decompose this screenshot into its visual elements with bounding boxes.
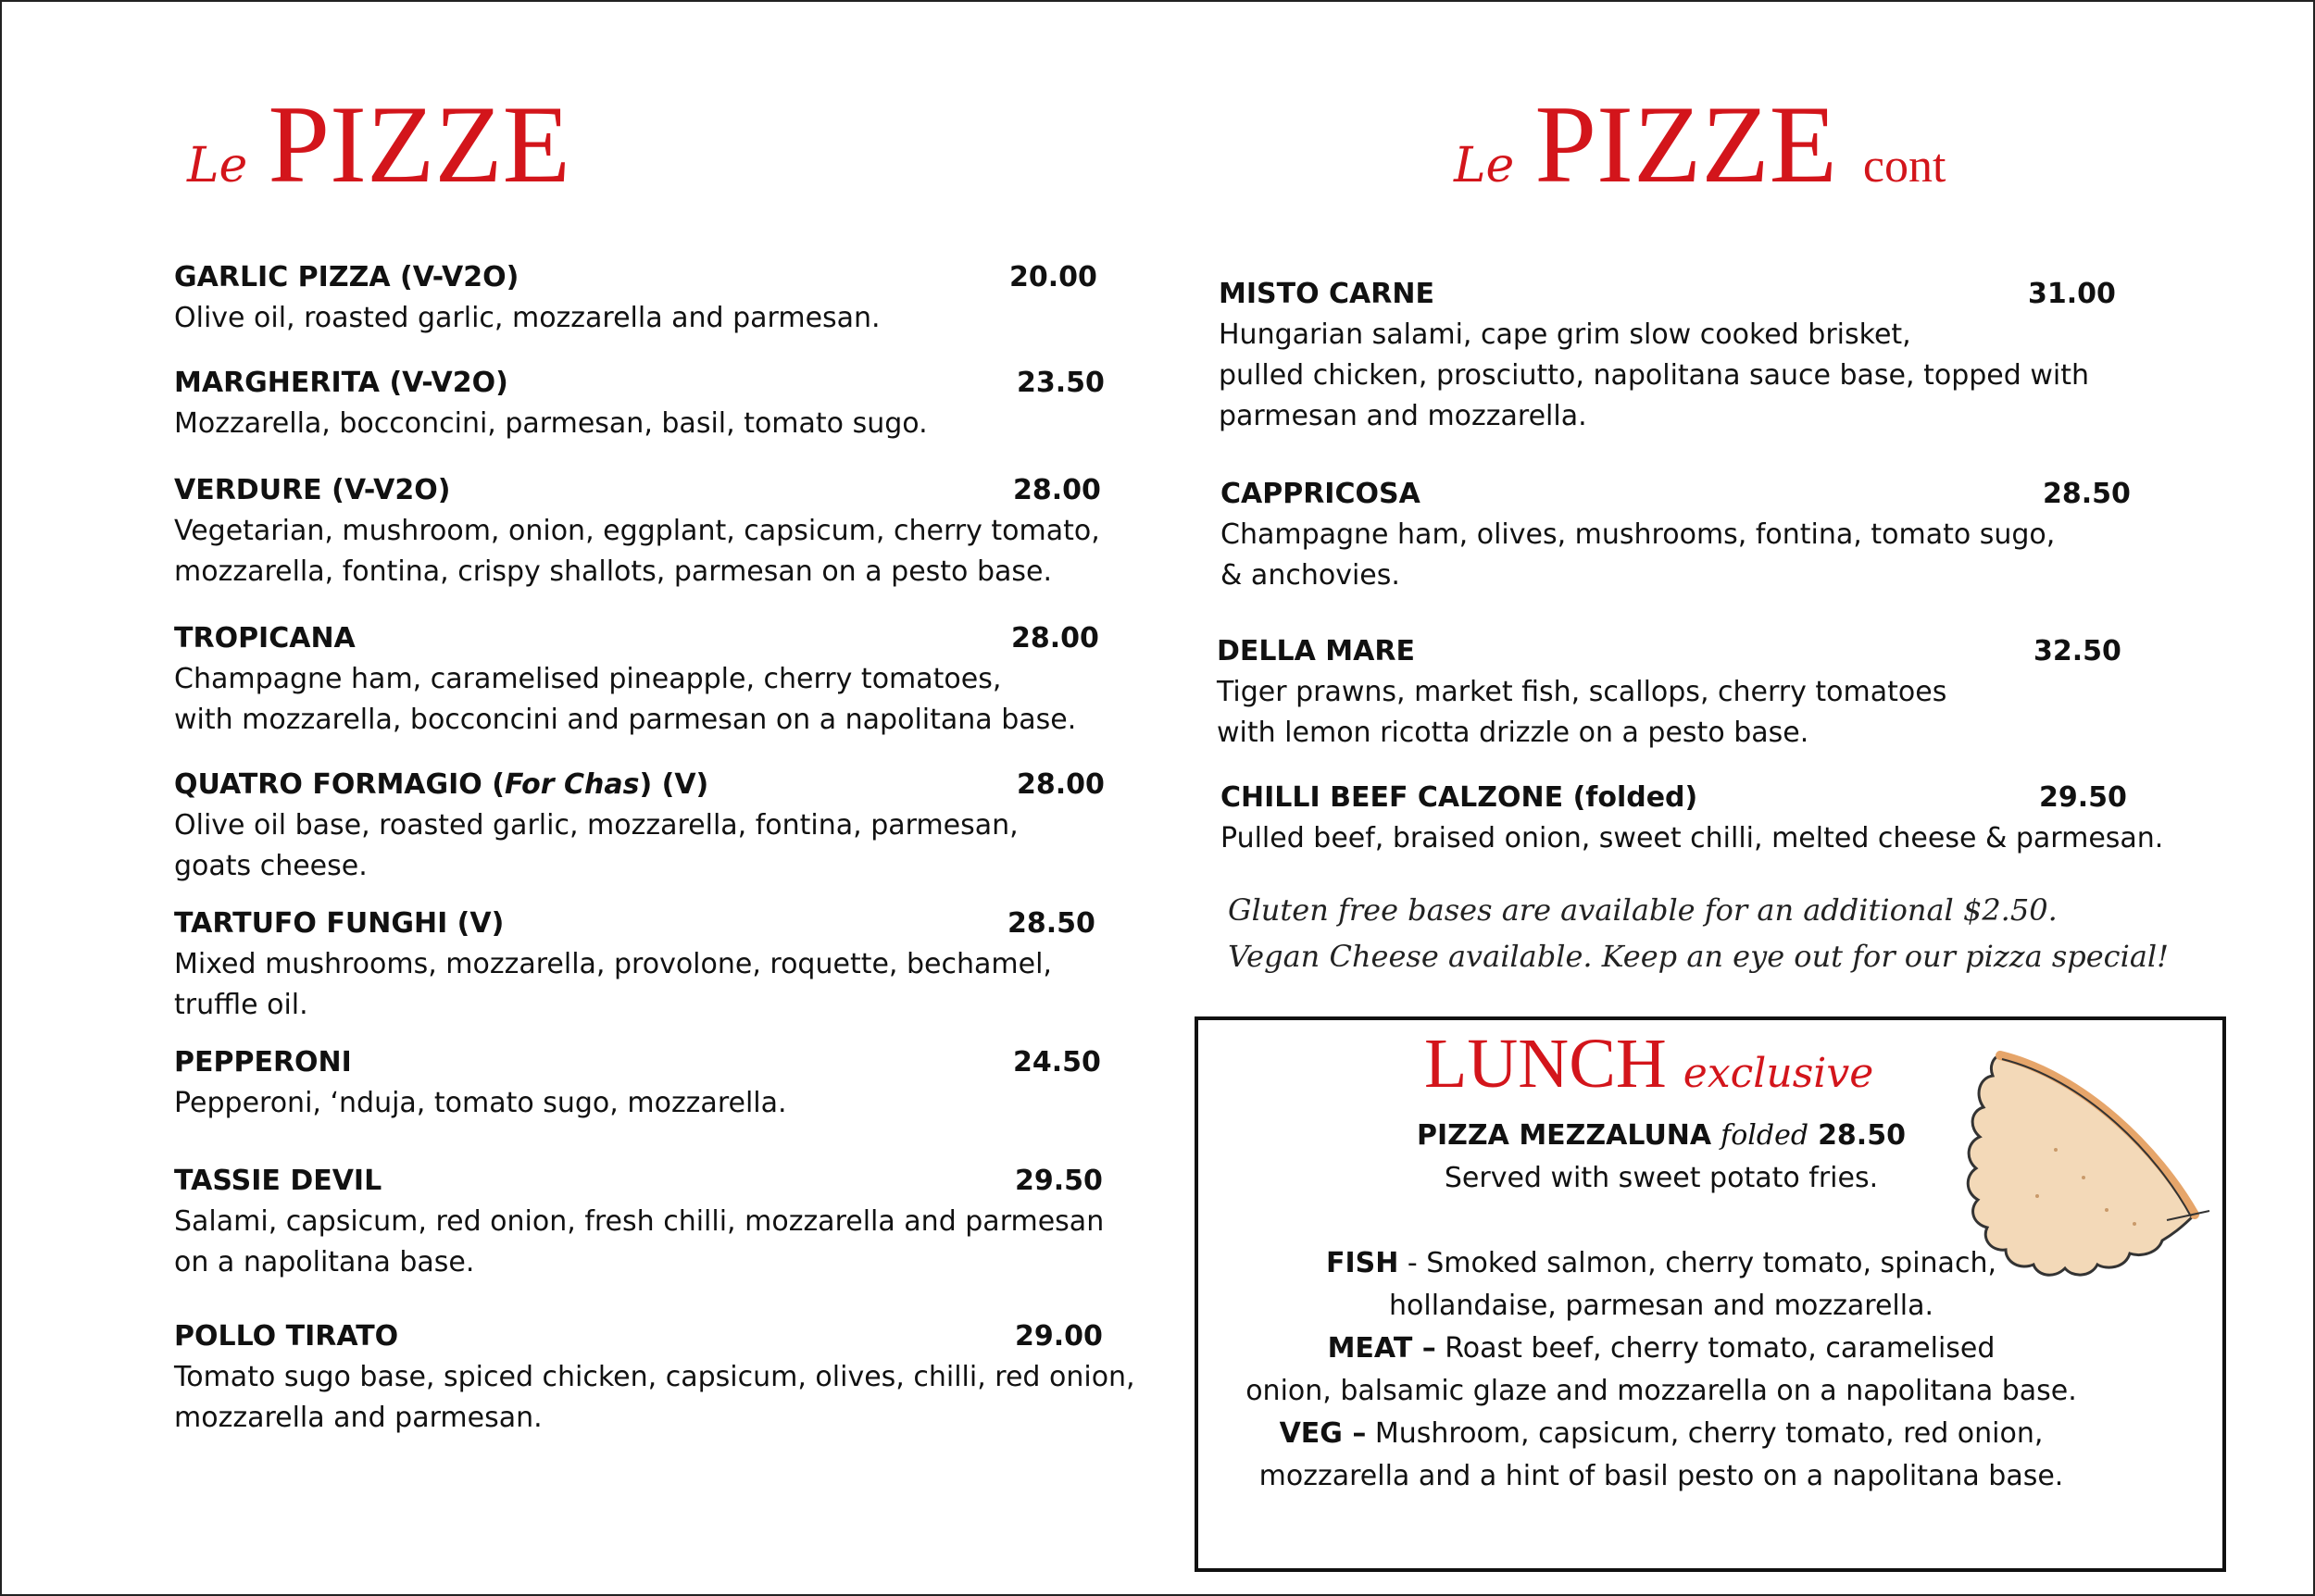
lunch-item-style: folded: [1721, 1119, 1809, 1152]
item-price: 20.00: [1009, 261, 1097, 293]
right-heading: [1454, 82, 1946, 206]
item-description: Champagne ham, caramelised pineapple, cherry tomatoes,: [174, 663, 1002, 695]
note-line-2: Vegan Cheese available. Keep an eye out for our pizza special!: [1228, 939, 2169, 974]
item-name: VERDURE (V-V2O): [174, 474, 451, 506]
menu-item-quatro-formagio: [174, 768, 1105, 887]
note-line-1: Gluten free bases are available for an additional $2.50.: [1228, 892, 2058, 928]
left-heading: [187, 82, 570, 206]
left-heading-prefix: Le: [187, 138, 248, 193]
item-description: truffle oil.: [174, 989, 308, 1021]
left-heading-title: PIZZE: [268, 82, 570, 206]
item-price: 29.00: [1015, 1320, 1103, 1353]
menu-item-misto-carne: [1219, 278, 2116, 437]
item-name: [174, 768, 708, 801]
item-description: Olive oil base, roasted garlic, mozzarella, fontina, parmesan,: [174, 809, 1019, 842]
item-price: 23.50: [1017, 367, 1105, 399]
item-description: Mozzarella, bocconcini, parmesan, basil, tomato sugo.: [174, 407, 928, 440]
lunch-veg-line-1: [1198, 1413, 2124, 1455]
item-price: 28.50: [2043, 478, 2131, 510]
item-name: GARLIC PIZZA (V-V2O): [174, 261, 519, 293]
item-name: MISTO CARNE: [1219, 278, 1434, 310]
meat-text: Roast beef, cherry tomato, caramelised: [1435, 1332, 1996, 1365]
lunch-veg-line-2: mozzarella and a hint of basil pesto on a napolitana base.: [1258, 1460, 2064, 1492]
fish-text: - Smoked salmon, cherry tomato, spinach,: [1398, 1247, 1996, 1279]
item-name-italic: For Chas: [504, 768, 640, 801]
lunch-meat-line-1: [1198, 1328, 2124, 1370]
lunch-exclusive-box: [1195, 1016, 2226, 1572]
item-description: & anchovies.: [1220, 559, 1400, 592]
item-price: 31.00: [2028, 278, 2116, 310]
item-name: MARGHERITA (V-V2O): [174, 367, 508, 399]
item-description: Olive oil, roasted garlic, mozzarella and parmesan.: [174, 302, 881, 334]
item-description: Pulled beef, braised onion, sweet chilli, melted cheese & parmesan.: [1220, 822, 2164, 854]
veg-text: Mushroom, capsicum, cherry tomato, red onion,: [1366, 1417, 2044, 1450]
lunch-meat-line-2: onion, balsamic glaze and mozzarella on a napolitana base.: [1245, 1375, 2077, 1407]
item-description: Vegetarian, mushroom, onion, eggplant, capsicum, cherry tomato,: [174, 515, 1100, 547]
menu-item-cappricosa: [1220, 478, 2131, 596]
item-price: 29.50: [2039, 781, 2127, 814]
menu-item-tassie-devil: [174, 1165, 1104, 1283]
lunch-details: [1198, 1115, 2124, 1498]
item-description: on a napolitana base.: [174, 1246, 475, 1278]
right-heading-title: PIZZE: [1534, 82, 1837, 206]
item-name-start: QUATRO FORMAGIO (: [174, 768, 505, 801]
item-description: Mixed mushrooms, mozzarella, provolone, roquette, bechamel,: [174, 948, 1052, 980]
item-price: 28.50: [1007, 907, 1095, 940]
lunch-item-line: [1198, 1115, 2124, 1157]
item-description: Hungarian salami, cape grim slow cooked brisket,: [1219, 318, 1911, 351]
item-name: DELLA MARE: [1217, 635, 1415, 667]
item-description: Champagne ham, olives, mushrooms, fontina, tomato sugo,: [1220, 518, 2056, 551]
right-heading-prefix: Le: [1454, 138, 1515, 193]
lunch-fish-line-2: hollandaise, parmesan and mozzarella.: [1389, 1290, 1933, 1322]
lunch-title: LUNCH: [1424, 1025, 1667, 1103]
item-description: pulled chicken, prosciutto, napolitana sauce base, topped with: [1219, 359, 2089, 392]
item-price: 29.50: [1015, 1165, 1103, 1197]
item-description: with mozzarella, bocconcini and parmesan on a napolitana base.: [174, 704, 1077, 736]
item-name: POLLO TIRATO: [174, 1320, 399, 1353]
lunch-subtitle: exclusive: [1683, 1050, 1874, 1097]
menu-item-pepperoni: [174, 1046, 1101, 1124]
item-description: goats cheese.: [174, 850, 368, 882]
item-name: CHILLI BEEF CALZONE (folded): [1220, 781, 1698, 814]
item-description: Tomato sugo base, spiced chicken, capsicum, olives, chilli, red onion,: [174, 1361, 1135, 1393]
item-description: mozzarella and parmesan.: [174, 1402, 543, 1434]
menu-item-tropicana: [174, 622, 1099, 741]
lunch-fish-line-1: [1198, 1242, 2124, 1285]
menu-item-garlic-pizza: [174, 261, 1097, 339]
item-description: Pepperoni, ‘nduja, tomato sugo, mozzarella.: [174, 1087, 787, 1119]
item-name: TROPICANA: [174, 622, 356, 655]
veg-label: VEG –: [1279, 1417, 1367, 1450]
item-description: mozzarella, fontina, crispy shallots, parmesan on a pesto base.: [174, 555, 1052, 588]
menu-item-verdure: [174, 474, 1100, 592]
item-price: 28.00: [1017, 768, 1105, 801]
item-price: 28.00: [1013, 474, 1101, 506]
menu-item-pollo-tirato: [174, 1320, 1135, 1439]
item-name-end: ) (V): [639, 768, 709, 801]
lunch-heading: [1424, 1024, 1873, 1104]
lunch-served-line: Served with sweet potato fries.: [1444, 1162, 1879, 1194]
gluten-free-note: [1228, 887, 2169, 979]
menu-item-della-mare: [1217, 635, 2121, 754]
item-description: parmesan and mozzarella.: [1219, 400, 1587, 432]
item-name: TARTUFO FUNGHI (V): [174, 907, 505, 940]
item-description: with lemon ricotta drizzle on a pesto base.: [1217, 717, 1809, 749]
item-price: 24.50: [1013, 1046, 1101, 1079]
item-description: Salami, capsicum, red onion, fresh chilli, mozzarella and parmesan: [174, 1205, 1105, 1238]
lunch-item-name: PIZZA MEZZALUNA: [1417, 1119, 1712, 1152]
right-heading-suffix: cont: [1862, 140, 1946, 193]
item-name: CAPPRICOSA: [1220, 478, 1420, 510]
item-name: TASSIE DEVIL: [174, 1165, 382, 1197]
menu-item-tartufo-funghi: [174, 907, 1095, 1026]
item-description: Tiger prawns, market fish, scallops, cherry tomatoes: [1217, 676, 1947, 708]
item-price: 28.00: [1011, 622, 1099, 655]
menu-item-chilli-beef-calzone: [1220, 781, 2163, 859]
item-price: 32.50: [2033, 635, 2121, 667]
item-name: PEPPERONI: [174, 1046, 352, 1079]
fish-label: FISH: [1325, 1247, 1399, 1279]
meat-label: MEAT –: [1327, 1332, 1436, 1365]
menu-item-margherita: [174, 367, 1105, 444]
lunch-item-price: 28.50: [1818, 1119, 1906, 1152]
